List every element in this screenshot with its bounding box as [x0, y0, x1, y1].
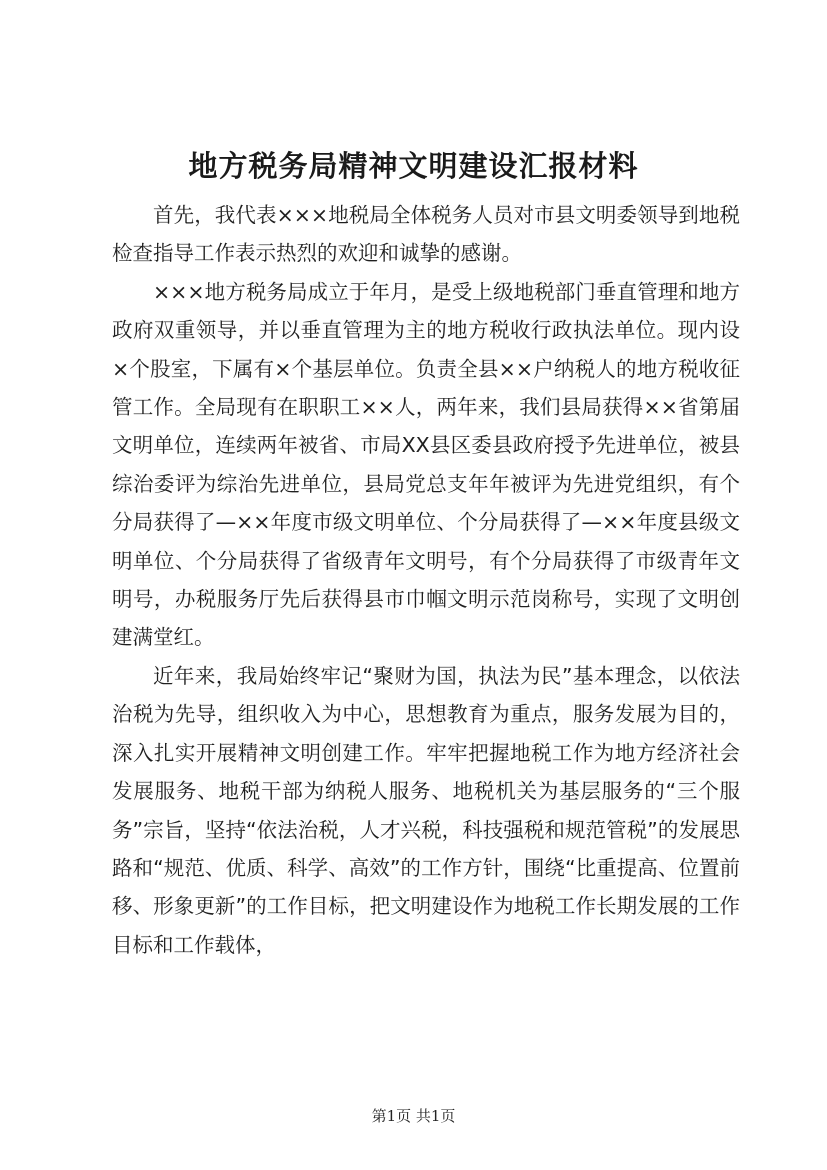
paragraph-3: 近年来，我局始终牢记“聚财为国，执法为民”基本理念，以依法治税为先导，组织收入为中心，思想教育为重点，服务发展为目的，深入扎实开展精神文明创建工作。牢牢把握地税工作为地方经济社会发展服务、地税干部为纳税人服务、地税机关为基层服务的“三个服务”宗旨，坚持“依法治税，人才兴税，科技强税和规范管税”的发展思路和“规范、优质、科学、高效”的工作方针，围绕“比重提高、位置前移、形象更新”的工作目标，把文明建设作为地税工作长期发展的工作目标和工作载体，: [112, 663, 740, 957]
page-footer: 第1页 共1页: [371, 1107, 456, 1125]
document-title: 地方税务局精神文明建设汇报材料: [188, 149, 639, 183]
paragraph-2: ×××地方税务局成立于年月，是受上级地税部门垂直管理和地方政府双重领导，并以垂直管理为主的地方税收行政执法单位。现内设×个股室，下属有×个基层单位。负责全县××户纳税人的地方税收征管工作。全局现有在职职工××人，两年来，我们县局获得××省第届文明单位，连续两年被省、市局XX县区委县政府授予先进单位，被县综治委评为综治先进单位，县局党总支年年被评为先进党组织，有个分局获得了—××年度市级文明单位、个分局获得了—××年度县级文明单位、个分局获得了省级青年文明号，有个分局获得了市级青年文明号，办税服务厅先后获得县市巾帼文明示范岗称号，实现了文明创建满堂红。: [112, 279, 740, 650]
paragraph-1: 首先，我代表×××地税局全体税务人员对市县文明委领导到地税检查指导工作表示热烈的欢迎和诚挚的感谢。: [112, 203, 740, 266]
document-body: [112, 196, 740, 964]
